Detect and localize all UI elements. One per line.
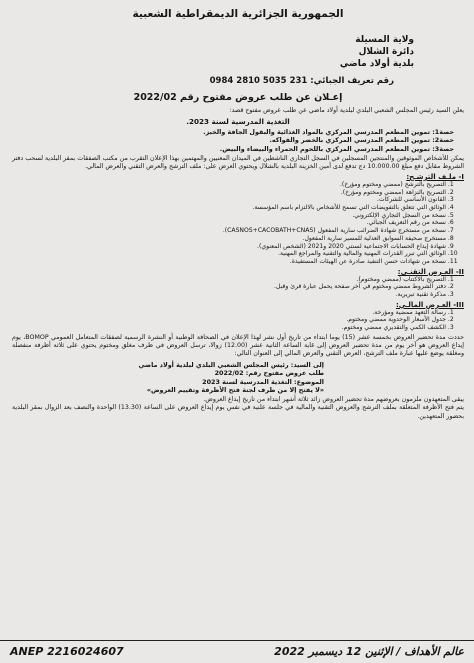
republic-heading: الجمهورية الجزائرية الديمقراطية الشعبية xyxy=(132,8,344,20)
address-line: طلب عروض مفتوح رقم: 2022/02 xyxy=(214,369,324,378)
financial-heading: III- العـرض المالـي: xyxy=(395,300,464,309)
submission-text: حددت مدة تحضير العروض بخمسة عشر (15) يوما ابتداء من تاريخ أول نشر لهذا الإعلان في الصحافة الوطنية أو النشرة الرسمية لصفقات المتعامل العمومي BOMOP، يوم إيداع العروض هو آخر يوم من مدة تحضير العروض إلى غاية الساعة الثانية عشر (12.00) زوالا، ترسل العروض في ظرف مغلق ومختوم يحتوي على ثلاثة أظرفة منفصلة ومغلقة يوضع عليها عبارة ملف الترشح، العرض التقني والعرض المالي إلى العنوان التالي: xyxy=(12,333,465,358)
list-item: 1. التصريح بالاكتتاب (ممضي ومختوم). xyxy=(12,276,446,284)
technical-list xyxy=(12,276,464,299)
commune-line: بلدية أولاد ماضي xyxy=(339,59,414,69)
candidature-heading: I- ملـف الترشـح: xyxy=(406,172,464,181)
notice-title: إعـلان عن طلب عروض مفتوح رقم 2022/02 xyxy=(133,92,343,103)
list-item: 9. شهادة إيداع الحسابات الاجتماعية لسنتي 2020 و2021 (الشخص المعنوي). xyxy=(12,243,446,251)
lots-list xyxy=(12,128,464,153)
publication-line: عالم الأهداف / الإثنين 12 ديسمبر 2022 xyxy=(274,645,464,658)
wilaya-line: ولاية المسيلة xyxy=(355,35,414,45)
tax-id-line: رقم تعريف الجبائي: 231 5035 2810 0984 xyxy=(209,76,394,86)
candidature-list xyxy=(12,181,464,266)
address-line: «لا يفتح إلا من طرف لجنة فتح الأظرفة وتقييم العروض» xyxy=(146,386,324,395)
list-item: 5. نسخة من السجل التجاري الإلكتروني. xyxy=(12,212,446,220)
lot-item: حصة2: تموين المطعم المدرسي المركزي بالخضر والفواكه. xyxy=(269,136,454,145)
list-item: 1. رسالة التعهد ممضية ومؤرخة. xyxy=(12,309,446,317)
daira-line: دائرة الشلال xyxy=(358,47,414,57)
lot-item: حصة1: تموين المطعم المدرسي المركزي بالمواد الغذائية والبقول الجافة والخبز. xyxy=(203,128,454,137)
address-line: الموضوع: التغذية المدرسية لسنة 2023 xyxy=(202,377,324,386)
validity-text: يبقى المتعهدون ملزمون بعروضهم مدة تحضير العروض زائد ثلاثة أشهر ابتداء من تاريخ إيداع العروض. xyxy=(203,396,464,404)
eligibility-text: يمكن للأشخاص الموثوقين والمنتجين المسجلين في السجل التجاري الناشطين في الميدان المعنيين والمهتمين بهذا الإعلان التقرب من مكتب الصفقات بمقر البلدية لسحب دفتر الشروط مقابل دفع مبلغ 10.000.00 دج تدفع لدى أمين الخزينة البلدية بالشلال ويحتوي العرض على: ملف الترشح والعرض التقني والعرض المالي. xyxy=(12,154,464,170)
list-item: 7. نسخة من مستخرج شهادة الضرائب سارية المفعول (CASNOS+CACOBATH+CNAS). xyxy=(12,227,446,235)
list-item: 3. الكشف الكمي والتقديري ممضي ومختوم. xyxy=(12,324,446,332)
technical-heading: II- العـرض التقنـي: xyxy=(397,267,464,276)
list-item: 1. التصريح بالترشح (ممضي ومختوم ومؤرخ). xyxy=(12,181,446,189)
financial-list xyxy=(12,309,464,332)
newspaper-footer xyxy=(0,640,474,663)
list-item: 11. نسخة من شهادات حسن التنفيذ صادرة عن الهيئات المستفيدة. xyxy=(12,258,446,266)
list-item: 4. الوثائق التي تتعلق بالتفويضات التي تسمح للأشخاص بالالتزام باسم المؤسسة. xyxy=(12,204,446,212)
intro-text: يعلن السيد رئيس المجلس الشعبي البلدي لبلدية أولاد ماضي عن طلب عروض مفتوح قصد: xyxy=(229,107,464,114)
lot-item: حصة3: تموين المطعم المدرسي المركزي باللحوم الحمراء والبيضاء والبيض. xyxy=(219,144,454,153)
project-title: التغذية المدرسية لسنة 2023. xyxy=(186,117,290,127)
list-item: 10. الوثائق التي تبرر القدرات المهنية والمالية والتقنية والمراجع المهنية. xyxy=(12,250,446,258)
address-block xyxy=(12,361,464,394)
list-item: 6. نسخة من رقم التعريف الجبائي. xyxy=(12,219,446,227)
opening-text: يتم فتح الأظرفة المتعلقة بملف الترشح والعروض التقنية والمالية في جلسة علنية في نفس يوم إيداع العروض على الساعة (13.30) الواحدة والنصف بعد الزوال بمقر البلدية بحضور المتعهدين. xyxy=(12,404,464,420)
list-item: 2. التصريح بالنزاهة (ممضي ومختوم ومؤرخ). xyxy=(12,189,446,197)
anep-reference: ANEP 2216024607 xyxy=(10,645,124,658)
list-item: 3. مذكرة تقنية تبريرية. xyxy=(12,291,446,299)
issuer-block xyxy=(12,34,464,70)
list-item: 2. جدول الأسعار الوحدوية ممضي ومختوم. xyxy=(12,316,446,324)
list-item: 2. دفتر الشروط ممضي ومختوم في آخر صفحة يحمل عبارة قرئ وقبل. xyxy=(12,283,446,291)
list-item: 3. القانون الأساسي للشركات. xyxy=(12,196,446,204)
list-item: 8. مستخرج صحيفة السوابق العدلية للمسير سارية المفعول. xyxy=(12,235,446,243)
address-line: إلى السيد: رئيس المجلس الشعبي البلدي لبلدية أولاد ماضي xyxy=(138,361,324,370)
